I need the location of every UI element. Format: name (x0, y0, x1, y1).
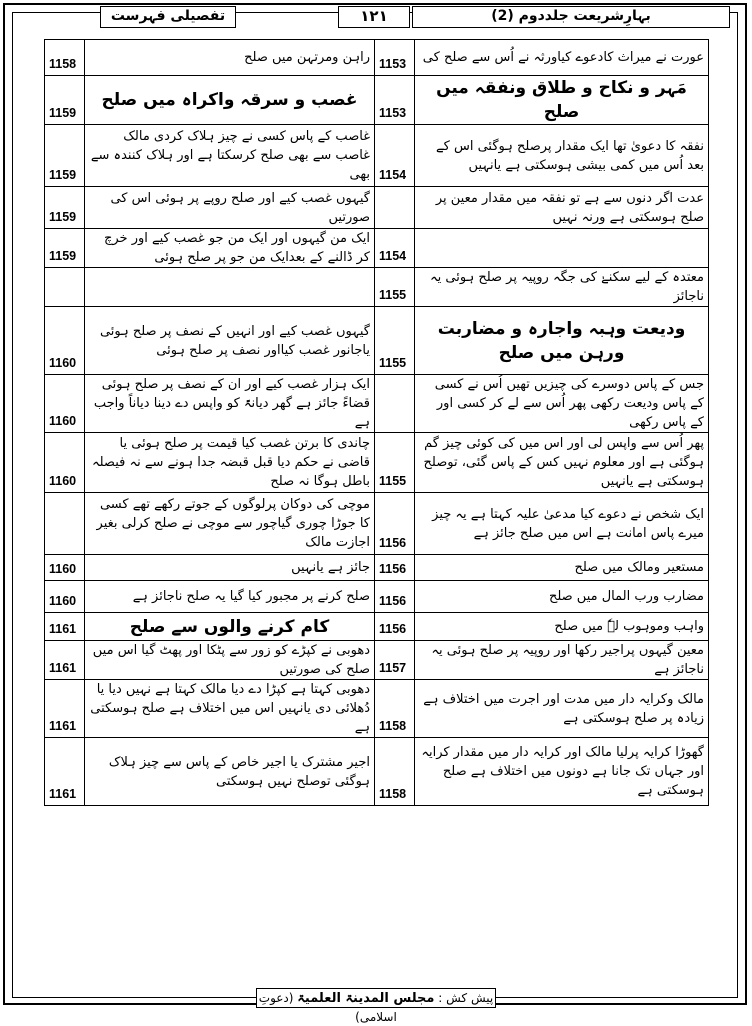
right-page-number: 1155 (375, 307, 415, 375)
left-entry: صلح کرنے پر مجبور کیا گیا یہ صلح ناجائز ہے (85, 581, 375, 613)
table-row (45, 268, 709, 307)
table-row (45, 433, 709, 493)
right-heading: ودیعت وہبہ واجارہ و مضاربت ورہن میں صلح (415, 307, 709, 375)
right-entry: معتدہ کے لیے سکنےٰ کی جگہ روپیہ پر صلح ہوئی یہ ناجائز (415, 268, 709, 307)
left-entry: ایک من گیہوں اور ایک من جو غصب کیے اور خرچ کر ڈالنے کے بعدایک من جو پر صلح ہوئی (85, 229, 375, 268)
table-row (45, 555, 709, 581)
right-entry: جس کے پاس دوسرے کی چیزیں تھیں اُس نے کسی کے پاس ودیعت رکھی پھر اُس سے لے کر کسی اور کے پاس رکھی (415, 375, 709, 433)
right-page-number (375, 187, 415, 229)
left-page-number: 1159 (45, 187, 85, 229)
table-row (45, 581, 709, 613)
table-row (45, 76, 709, 125)
right-page-number (375, 375, 415, 433)
right-page-number: 1155 (375, 433, 415, 493)
left-heading: کام کرنے والوں سے صلح (85, 613, 375, 641)
right-heading: مَہر و نکاح و طلاق ونفقہ میں صلح (415, 76, 709, 125)
left-page-number: 1159 (45, 229, 85, 268)
left-page-number: 1160 (45, 555, 85, 581)
table-row (45, 493, 709, 555)
left-entry: راہن ومرتہن میں صلح (85, 40, 375, 76)
left-entry: ایک ہزار غصب کیے اور ان کے نصف پر صلح ہوئی قضاءً جائز ہے گھر دیانۃً کو واپس دے دینا دیاناً واجب ہے (85, 375, 375, 433)
left-page-number: 1161 (45, 641, 85, 680)
right-entry: مضارب ورب المال میں صلح (415, 581, 709, 613)
table-row (45, 375, 709, 433)
right-page-number: 1154 (375, 125, 415, 187)
left-page-number: 1161 (45, 680, 85, 738)
left-page-number: 1160 (45, 581, 85, 613)
right-page-number: 1153 (375, 40, 415, 76)
right-entry: واہب وموہوب لہٗ میں صلح (415, 613, 709, 641)
right-entry (415, 229, 709, 268)
table-row (45, 307, 709, 375)
right-page-number: 1156 (375, 555, 415, 581)
book-title: بہارِشریعت جلددوم (2) (412, 6, 730, 28)
right-page-number: 1157 (375, 641, 415, 680)
left-entry: جائز ہے یانہیں (85, 555, 375, 581)
right-page-number: 1158 (375, 680, 415, 738)
left-page-number: 1159 (45, 76, 85, 125)
right-entry: معین گیہوں پراجیر رکھا اور روپیہ پر صلح ہوئی یہ ناجائز ہے (415, 641, 709, 680)
right-page-number: 1158 (375, 738, 415, 806)
table-row (45, 40, 709, 76)
left-entry: موچی کی دوکان پرلوگوں کے جوتے رکھے تھے کسی کا جوڑا چوری گیاچور سے موچی نے صلح کرلی بغیر اجازت مالک (85, 493, 375, 555)
right-entry: گھوڑا کرایہ پرلیا مالک اور کرایہ دار میں مقدار کرایہ اور جہاں تک جانا ہے دونوں میں اختلاف ہے صلح ہوسکتی ہے (415, 738, 709, 806)
left-page-number: 1160 (45, 307, 85, 375)
table-row (45, 680, 709, 738)
left-entry: گیہوں غصب کیے اور انہیں کے نصف پر صلح ہوئی یاجانور غصب کیااور نصف پر صلح ہوئی (85, 307, 375, 375)
section-title: تفصیلی فہرست (100, 6, 236, 28)
table-row (45, 613, 709, 641)
table-row (45, 125, 709, 187)
left-entry (85, 268, 375, 307)
right-page-number: 1156 (375, 613, 415, 641)
left-page-number: 1160 (45, 375, 85, 433)
footer-prefix: پیش کش : (438, 991, 494, 1005)
left-entry: غاصب کے پاس کسی نے چیز ہلاک کردی مالک غاصب سے بھی صلح کرسکتا ہے اور ہلاک کنندہ سے بھی (85, 125, 375, 187)
left-page-number (45, 268, 85, 307)
left-page-number: 1161 (45, 738, 85, 806)
left-entry: دھوبی کہتا ہے کپڑا دے دیا مالک کہتا ہے نہیں دیا یا دُھلائی دی یانہیں اس میں اختلاف ہے صلح ہوسکتی ہے (85, 680, 375, 738)
right-page-number: 1155 (375, 268, 415, 307)
right-page-number: 1153 (375, 76, 415, 125)
footer-suffix: (دعوتِ اسلامی) (258, 991, 397, 1024)
publisher-footer (256, 988, 496, 1024)
left-page-number: 1160 (45, 433, 85, 493)
left-page-number: 1159 (45, 125, 85, 187)
left-entry: گیہوں غصب کیے اور صلح روپے پر ہوئی اس کی صورتیں (85, 187, 375, 229)
left-entry: اجیر مشترک یا اجیر خاص کے پاس سے چیز ہلاک ہوگئی توصلح نہیں ہوسکتی (85, 738, 375, 806)
left-page-number: 1161 (45, 613, 85, 641)
right-page-number: 1156 (375, 493, 415, 555)
right-entry: عدت اگر دنوں سے ہے تو نفقہ میں مقدار معین پر صلح ہوسکتی ہے ورنہ نہیں (415, 187, 709, 229)
left-heading: غصب و سرقہ واکراہ میں صلح (85, 76, 375, 125)
left-page-number: 1158 (45, 40, 85, 76)
table-row (45, 641, 709, 680)
right-entry: نفقہ کا دعویٰ تھا ایک مقدار پرصلح ہوگئی اس کے بعد اُس میں کمی بیشی ہوسکتی ہے یانہیں (415, 125, 709, 187)
left-entry: چاندی کا برتن غصب کیا قیمت پر صلح ہوئی یا قاضی نے حکم دیا قبل قبضہ جدا ہونے سے نہ فیصلہ باطل ہوگا نہ صلح (85, 433, 375, 493)
right-entry: مستعیر ومالک میں صلح (415, 555, 709, 581)
table-row (45, 738, 709, 806)
table-row (45, 187, 709, 229)
left-page-number (45, 493, 85, 555)
left-entry: دھوبی نے کپڑے کو زور سے پٹکا اور پھٹ گیا اس میں صلح کی صورتیں (85, 641, 375, 680)
right-entry: عورت نے میراث کادعوے کیاورثہ نے اُس سے صلح کی (415, 40, 709, 76)
right-entry: ایک شخص نے دعوے کیا مدعیٰ علیہ کہتا ہے یہ چیز میرے پاس امانت ہے اس میں صلح جائز ہے (415, 493, 709, 555)
right-page-number: 1156 (375, 581, 415, 613)
right-entry: پھر اُس سے واپس لی اور اس میں کی کوئی چیز گم ہوگئی ہے اور معلوم نہیں کس کے پاس گئی، توصلح ہوسکتی ہے یانہیں (415, 433, 709, 493)
table-row (45, 229, 709, 268)
right-page-number: 1154 (375, 229, 415, 268)
right-entry: مالک وکرایہ دار میں مدت اور اجرت میں اختلاف ہے زیادہ پر صلح ہوسکتی ہے (415, 680, 709, 738)
footer-publisher: مجلس المدینۃ العلمیۃ (297, 991, 435, 1006)
page-number: ۱۲۱ (338, 6, 410, 28)
contents-table (44, 39, 709, 806)
